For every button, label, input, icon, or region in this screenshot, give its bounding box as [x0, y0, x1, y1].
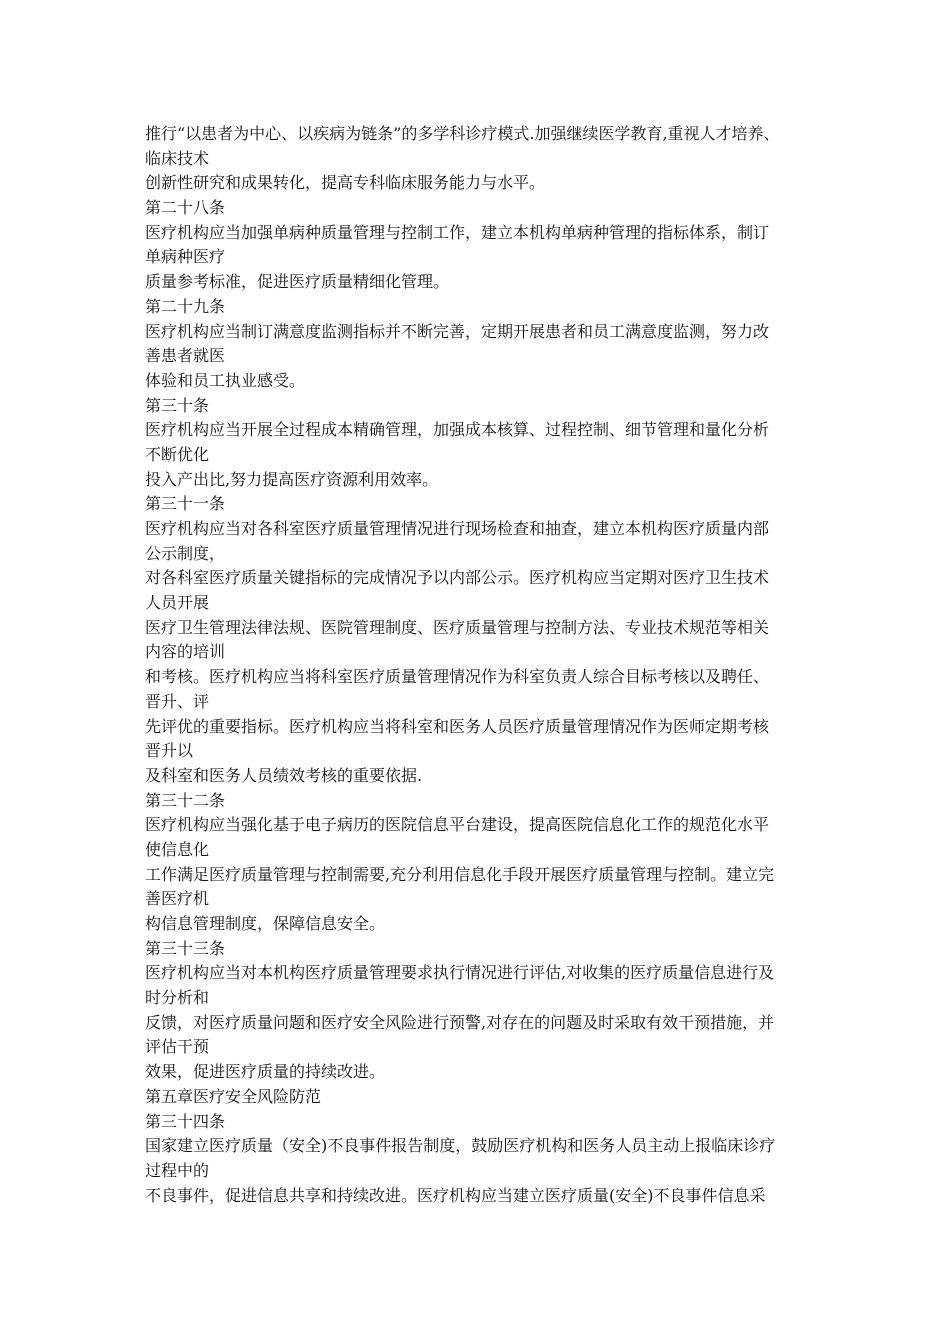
- text-line: 单病种医疗: [145, 247, 226, 267]
- text-line: 质量参考标准，促进医疗质量精细化管理。: [145, 272, 450, 292]
- article-heading: 第二十九条: [145, 296, 226, 316]
- text-line: 国家建立医疗质量（安全)不良事件报告制度，鼓励医疗机构和医务人员主动上报临床诊疗: [145, 1136, 776, 1156]
- text-line: 工作满足医疗质量管理与控制需要,充分利用信息化手段开展医疗质量管理与控制。建立完: [145, 864, 775, 884]
- text-line: 推行“以患者为中心、以疾病为链条”的多学科诊疗模式.加强继续医学教育,重视人才培养、: [145, 124, 780, 143]
- text-line: 医疗机构应当对本机构医疗质量管理要求执行情况进行评估,对收集的医疗质量信息进行及: [145, 963, 775, 983]
- text-line: 先评优的重要指标。医疗机构应当将科室和医务人员医疗质量管理情况作为医师定期考核: [145, 716, 770, 736]
- text-line: 医疗机构应当对各科室医疗质量管理情况进行现场检查和抽查，建立本机构医疗质量内部: [145, 519, 770, 538]
- article-heading: 第三十条: [145, 395, 210, 415]
- text-line: 内容的培训: [145, 642, 226, 662]
- text-line: 医疗机构应当开展全过程成本精确管理，加强成本核算、过程控制、细节管理和量化分析: [145, 420, 770, 440]
- document-body: [145, 122, 815, 1208]
- text-line: 评估干预: [145, 1037, 210, 1057]
- text-line: 公示制度，: [145, 543, 226, 563]
- text-line: 医疗机构应当加强单病种质量管理与控制工作，建立本机构单病种管理的指标体系，制订: [145, 222, 770, 242]
- text-line: 不良事件，促进信息共享和持续改进。医疗机构应当建立医疗质量(安全)不良事件信息采: [145, 1185, 766, 1205]
- text-line: 投入产出比,努力提高医疗资源利用效率。: [145, 469, 439, 489]
- text-line: 医疗机构应当制订满意度监测指标并不断完善，定期开展患者和员工满意度监测，努力改: [145, 321, 770, 341]
- text-line: 效果，促进医疗质量的持续改进。: [145, 1062, 386, 1082]
- text-line: 医疗卫生管理法律法规、医院管理制度、医疗质量管理与控制方法、专业技术规范等相关: [145, 617, 770, 637]
- article-heading: 第三十一条: [145, 494, 226, 514]
- text-line: 过程中的: [145, 1160, 210, 1180]
- text-line: 及科室和医务人员绩效考核的重要依据.: [145, 765, 423, 785]
- chapter-heading: 第五章医疗安全风险防范: [145, 1086, 322, 1106]
- article-heading: 第三十三条: [145, 938, 226, 958]
- text-line: 反馈，对医疗质量问题和医疗安全风险进行预警,对存在的问题及时采取有效干预措施，并: [145, 1012, 775, 1032]
- article-heading: 第二十八条: [145, 198, 226, 218]
- text-line: 人员开展: [145, 593, 210, 613]
- text-line: 善患者就医: [145, 346, 226, 366]
- text-line: 和考核。医疗机构应当将科室医疗质量管理情况作为科室负责人综合目标考核以及聘任、: [145, 667, 770, 687]
- text-line: 体验和员工执业感受。: [145, 370, 306, 390]
- text-line: 临床技术: [145, 148, 210, 168]
- text-line: 医疗机构应当强化基于电子病历的医院信息平台建设，提高医院信息化工作的规范化水平: [145, 815, 770, 835]
- text-line: 对各科室医疗质量关键指标的完成情况予以内部公示。医疗机构应当定期对医疗卫生技术: [145, 568, 770, 588]
- article-heading: 第三十二条: [145, 790, 226, 810]
- text-line: 时分析和: [145, 988, 210, 1008]
- text-line: 使信息化: [145, 839, 210, 859]
- text-line: 构信息管理制度，保障信息安全。: [145, 914, 386, 933]
- text-line: 晋升、评: [145, 691, 210, 711]
- article-heading: 第三十四条: [145, 1111, 226, 1131]
- text-line: 晋升以: [145, 741, 194, 761]
- text-line: 善医疗机: [145, 889, 210, 909]
- text-line: 不断优化: [145, 444, 210, 464]
- text-line: 创新性研究和成果转化，提高专科临床服务能力与水平。: [145, 173, 546, 193]
